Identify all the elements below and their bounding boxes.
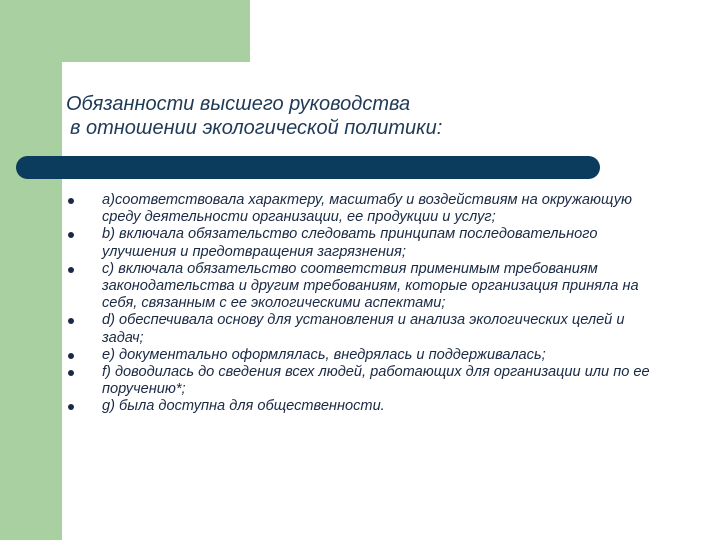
bullet-dot-icon xyxy=(68,370,74,376)
bullet-text: e) документально оформлялась, внедрялась и поддерживалась; xyxy=(102,346,546,363)
slide-title-line-1: Обязанности высшего руководства xyxy=(66,93,411,115)
bullet-item xyxy=(68,192,668,226)
bullet-dot-icon xyxy=(68,198,74,204)
bullet-text: b) включала обязательство следовать принципам последовательного улучшения и предотвращения загрязнения; xyxy=(102,226,598,260)
bullet-dot-icon xyxy=(68,318,74,324)
bullet-dot-icon xyxy=(68,404,74,410)
bullet-item xyxy=(68,312,668,346)
bullet-item xyxy=(68,226,668,260)
bullet-item xyxy=(68,398,668,415)
bullet-dot-icon xyxy=(68,353,74,359)
slide-title-line-2: в отношении экологической политики: xyxy=(70,117,443,139)
bullet-list xyxy=(68,192,668,416)
bullet-item xyxy=(68,261,668,313)
bullet-item xyxy=(68,364,668,398)
bullet-dot-icon xyxy=(68,232,74,238)
bullet-text: d) обеспечивала основу для установления и анализа экологических целей и задач; xyxy=(102,312,625,346)
bullet-text: а)соответствовала характеру, масштабу и воздействиям на окружающую среду деятельности организации, ее продукции и услуг; xyxy=(102,192,632,226)
slide-title xyxy=(66,92,626,140)
bullet-text: c) включала обязательство соответствия применимым требованиям законодательства и другим требованиям, которые организация приняла на себя, связанным с ее экологическими аспектами; xyxy=(102,260,639,312)
decorative-green-stripe-left xyxy=(0,0,62,540)
bullet-text: g) была доступна для общественности. xyxy=(102,398,385,415)
bullet-dot-icon xyxy=(68,267,74,273)
bullet-text: f) доводилась до сведения всех людей, работающих для организации или по ее поручению*; xyxy=(102,364,650,398)
title-underline-bar xyxy=(16,156,600,179)
bullet-item xyxy=(68,347,668,364)
